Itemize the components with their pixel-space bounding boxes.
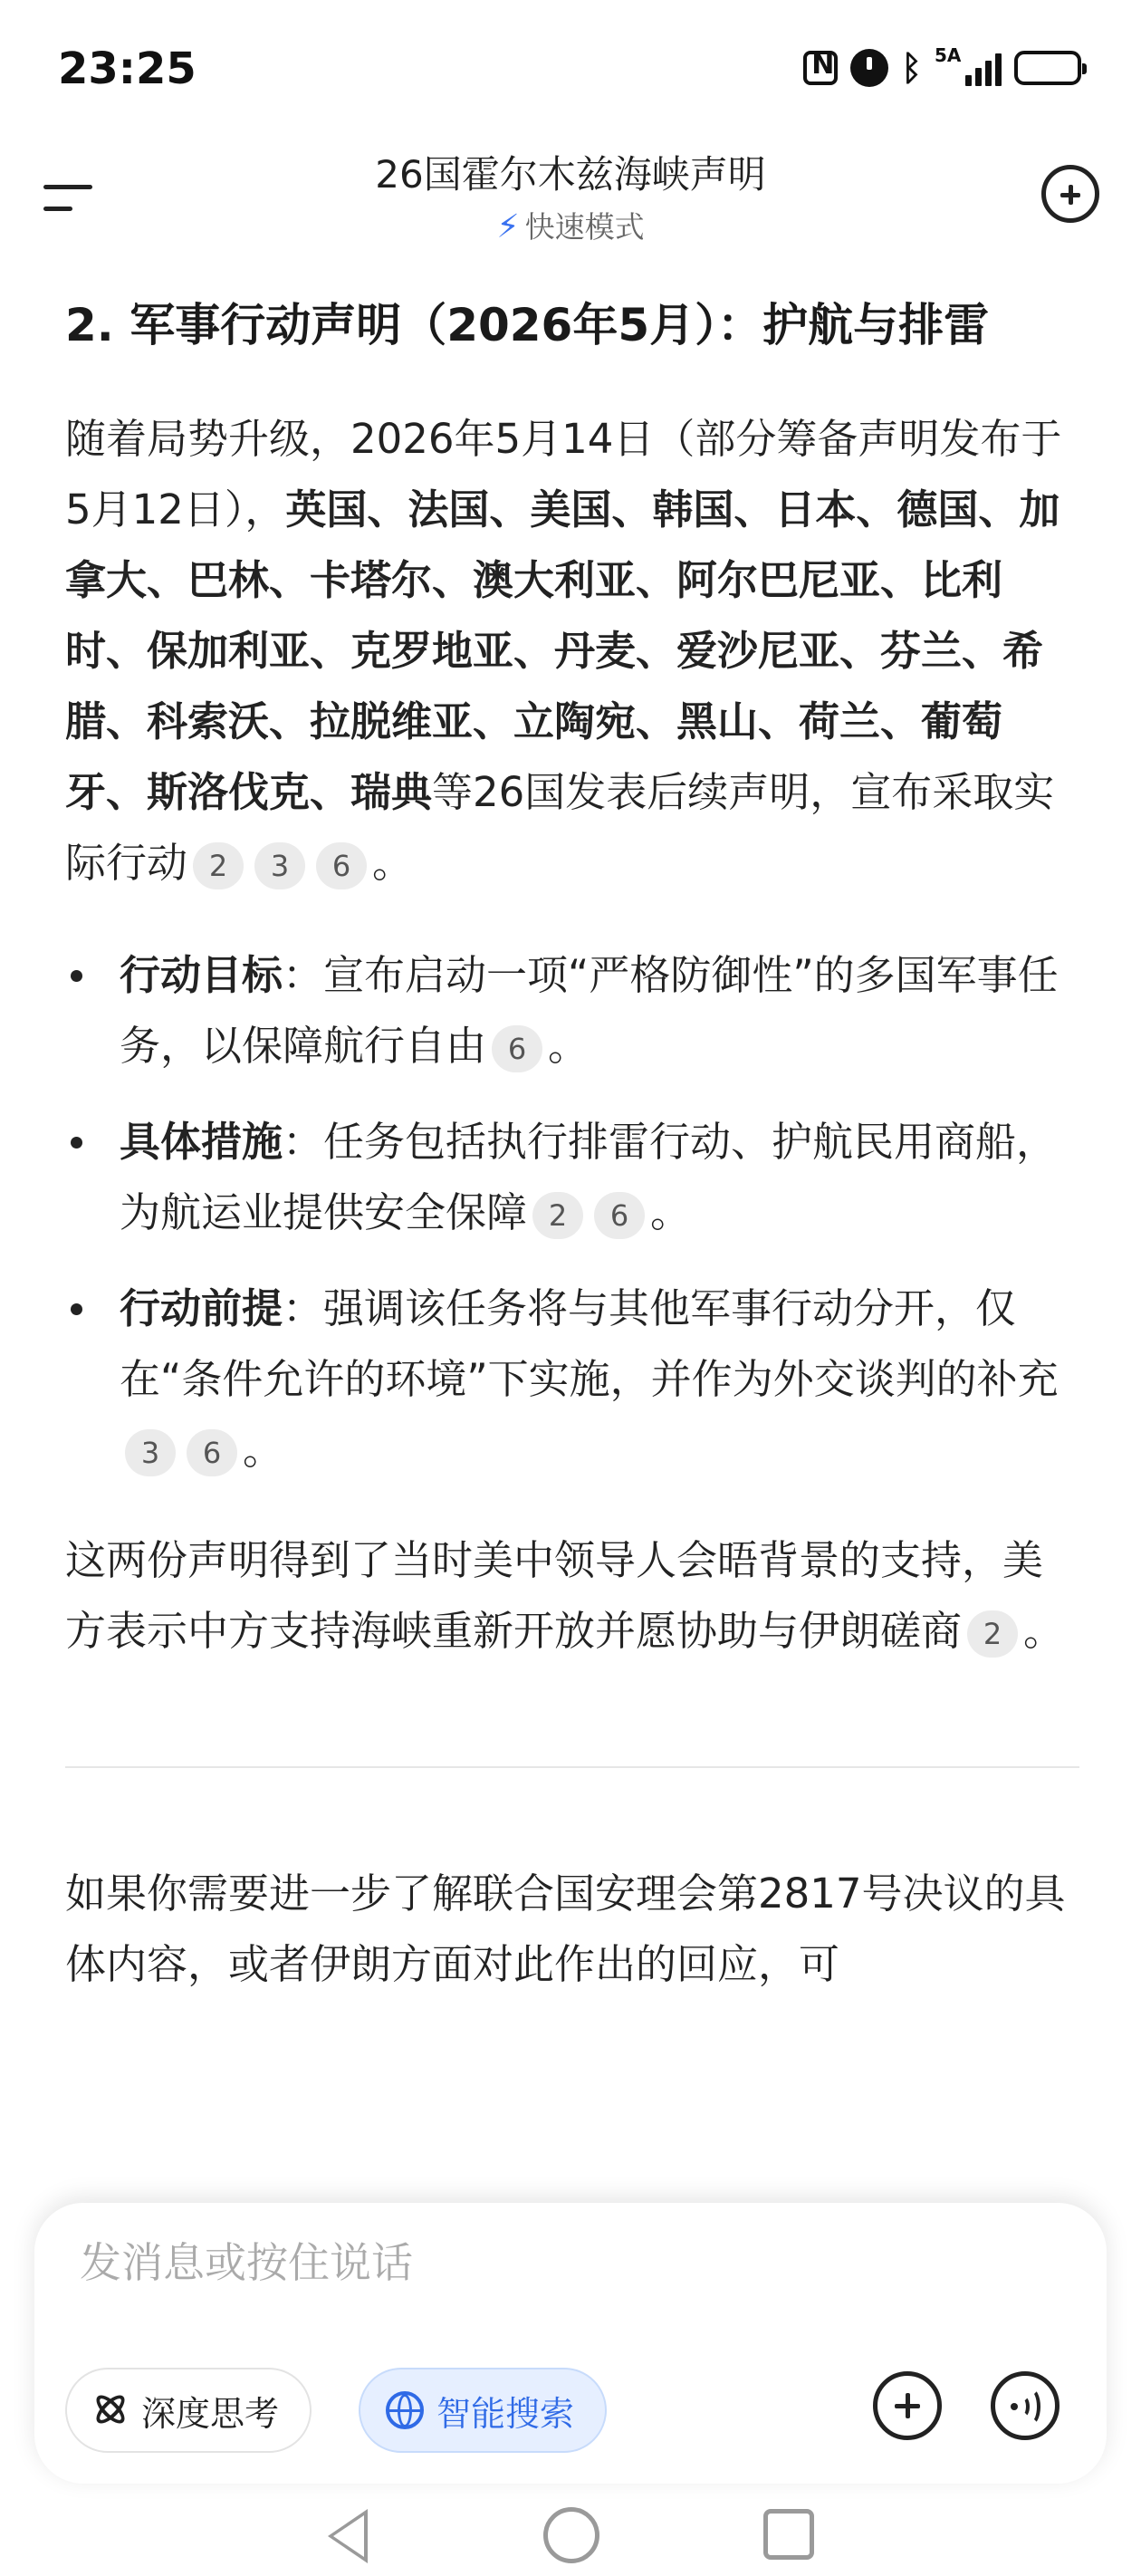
home-icon[interactable] bbox=[543, 2507, 599, 2563]
support-paragraph bbox=[65, 1525, 1079, 1667]
citation-badge[interactable]: 2 bbox=[193, 842, 244, 889]
recents-icon[interactable] bbox=[763, 2509, 814, 2560]
deep-think-label: 深度思考 bbox=[141, 2393, 280, 2434]
mode-indicator[interactable] bbox=[0, 204, 1141, 246]
citation-badge[interactable]: 6 bbox=[316, 842, 367, 889]
sentence-end: 。 bbox=[650, 1188, 692, 1236]
citation-badge[interactable]: 2 bbox=[532, 1192, 583, 1239]
divider bbox=[65, 1766, 1079, 1768]
nfc-icon bbox=[803, 51, 838, 85]
smart-search-label: 智能搜索 bbox=[436, 2393, 575, 2434]
status-bar bbox=[0, 0, 1141, 136]
bolt-icon: ⚡ bbox=[496, 208, 520, 245]
citation-badge[interactable]: 6 bbox=[492, 1025, 542, 1072]
bullet-sep: ： bbox=[283, 1118, 324, 1166]
citation-badge[interactable]: 2 bbox=[967, 1610, 1018, 1658]
intro-lead: 随着局势升级，2026年5月14日（部分筹备声明发布于5月12日）， bbox=[65, 415, 1062, 533]
status-icons bbox=[803, 44, 1081, 88]
list-item bbox=[65, 1107, 1079, 1248]
bluetooth-icon: ᛒ bbox=[901, 48, 922, 88]
citation-badge[interactable]: 3 bbox=[254, 842, 305, 889]
signal-label: 5A bbox=[935, 44, 962, 66]
country-list: 英国、法国、美国、韩国、日本、德国、加拿大、巴林、卡塔尔、澳大利亚、阿尔巴尼亚、比利时、保加利亚、克罗地亚、丹麦、爱沙尼亚、芬兰、希腊、科索沃、拉脱维亚、立陶宛、黑山、荷兰、葡萄牙、斯洛伐克、瑞典 bbox=[65, 485, 1060, 816]
chat-title: 26国霍尔木兹海峡声明 bbox=[375, 152, 766, 197]
intro-tail: 等26国发表后续声明，宣布采取实际行动 bbox=[65, 768, 1055, 887]
system-navbar bbox=[0, 2485, 1141, 2576]
sentence-end: 。 bbox=[548, 1022, 590, 1070]
mode-label: 快速模式 bbox=[524, 209, 645, 245]
signal-icon bbox=[935, 44, 1002, 86]
deep-think-button[interactable] bbox=[65, 2368, 312, 2453]
back-icon[interactable] bbox=[328, 2509, 368, 2563]
globe-icon bbox=[386, 2391, 424, 2429]
followup-paragraph: 如果你需要进一步了解联合国安理会第2817号决议的具体内容，或者伊朗方面对此作出的回应，可 bbox=[65, 1870, 1066, 1988]
bullet-sep: ： bbox=[283, 951, 324, 999]
bullet-label: 具体措施 bbox=[120, 1118, 283, 1166]
bullet-text: 任务包括执行排雷行动、护航民用商船，为航运业提供安全保障 bbox=[120, 1118, 1058, 1236]
bullet-sep: ： bbox=[283, 1284, 324, 1332]
voice-icon[interactable] bbox=[991, 2371, 1060, 2440]
sentence-end: 。 bbox=[372, 839, 414, 887]
atom-icon bbox=[92, 2392, 129, 2428]
alarm-icon bbox=[850, 49, 888, 87]
list-item bbox=[65, 1274, 1079, 1485]
citation-badge[interactable]: 6 bbox=[594, 1192, 645, 1239]
message-composer bbox=[34, 2203, 1107, 2484]
sentence-end: 。 bbox=[243, 1426, 284, 1474]
bullet-text: 宣布启动一项“严格防御性”的多国军事任务，以保障航行自由 bbox=[120, 951, 1059, 1070]
bullet-label: 行动前提 bbox=[120, 1284, 283, 1332]
bullet-list bbox=[65, 940, 1079, 1485]
section-heading: 2. 军事行动声明（2026年5月）：护航与排雷 bbox=[65, 299, 990, 351]
citation-badge[interactable]: 3 bbox=[125, 1429, 176, 1476]
intro-paragraph bbox=[65, 404, 1079, 899]
message-input[interactable] bbox=[78, 2237, 1060, 2288]
new-chat-icon[interactable] bbox=[1041, 165, 1099, 223]
citation-badge[interactable]: 6 bbox=[187, 1429, 237, 1476]
bullet-label: 行动目标 bbox=[120, 951, 283, 999]
battery-icon bbox=[1014, 51, 1081, 85]
status-time: 23:25 bbox=[58, 43, 197, 94]
support-text: 这两份声明得到了当时美中领导人会晤背景的支持，美方表示中方支持海峡重新开放并愿协助与伊朗磋商 bbox=[65, 1536, 1044, 1655]
bullet-text: 强调该任务将与其他军事行动分开，仅在“条件允许的环境”下实施，并作为外交谈判的补充 bbox=[120, 1284, 1059, 1403]
sentence-end: 。 bbox=[1023, 1607, 1065, 1655]
plus-icon[interactable] bbox=[873, 2371, 942, 2440]
smart-search-button[interactable] bbox=[359, 2368, 607, 2453]
message-content bbox=[65, 290, 1079, 2000]
list-item bbox=[65, 940, 1079, 1081]
